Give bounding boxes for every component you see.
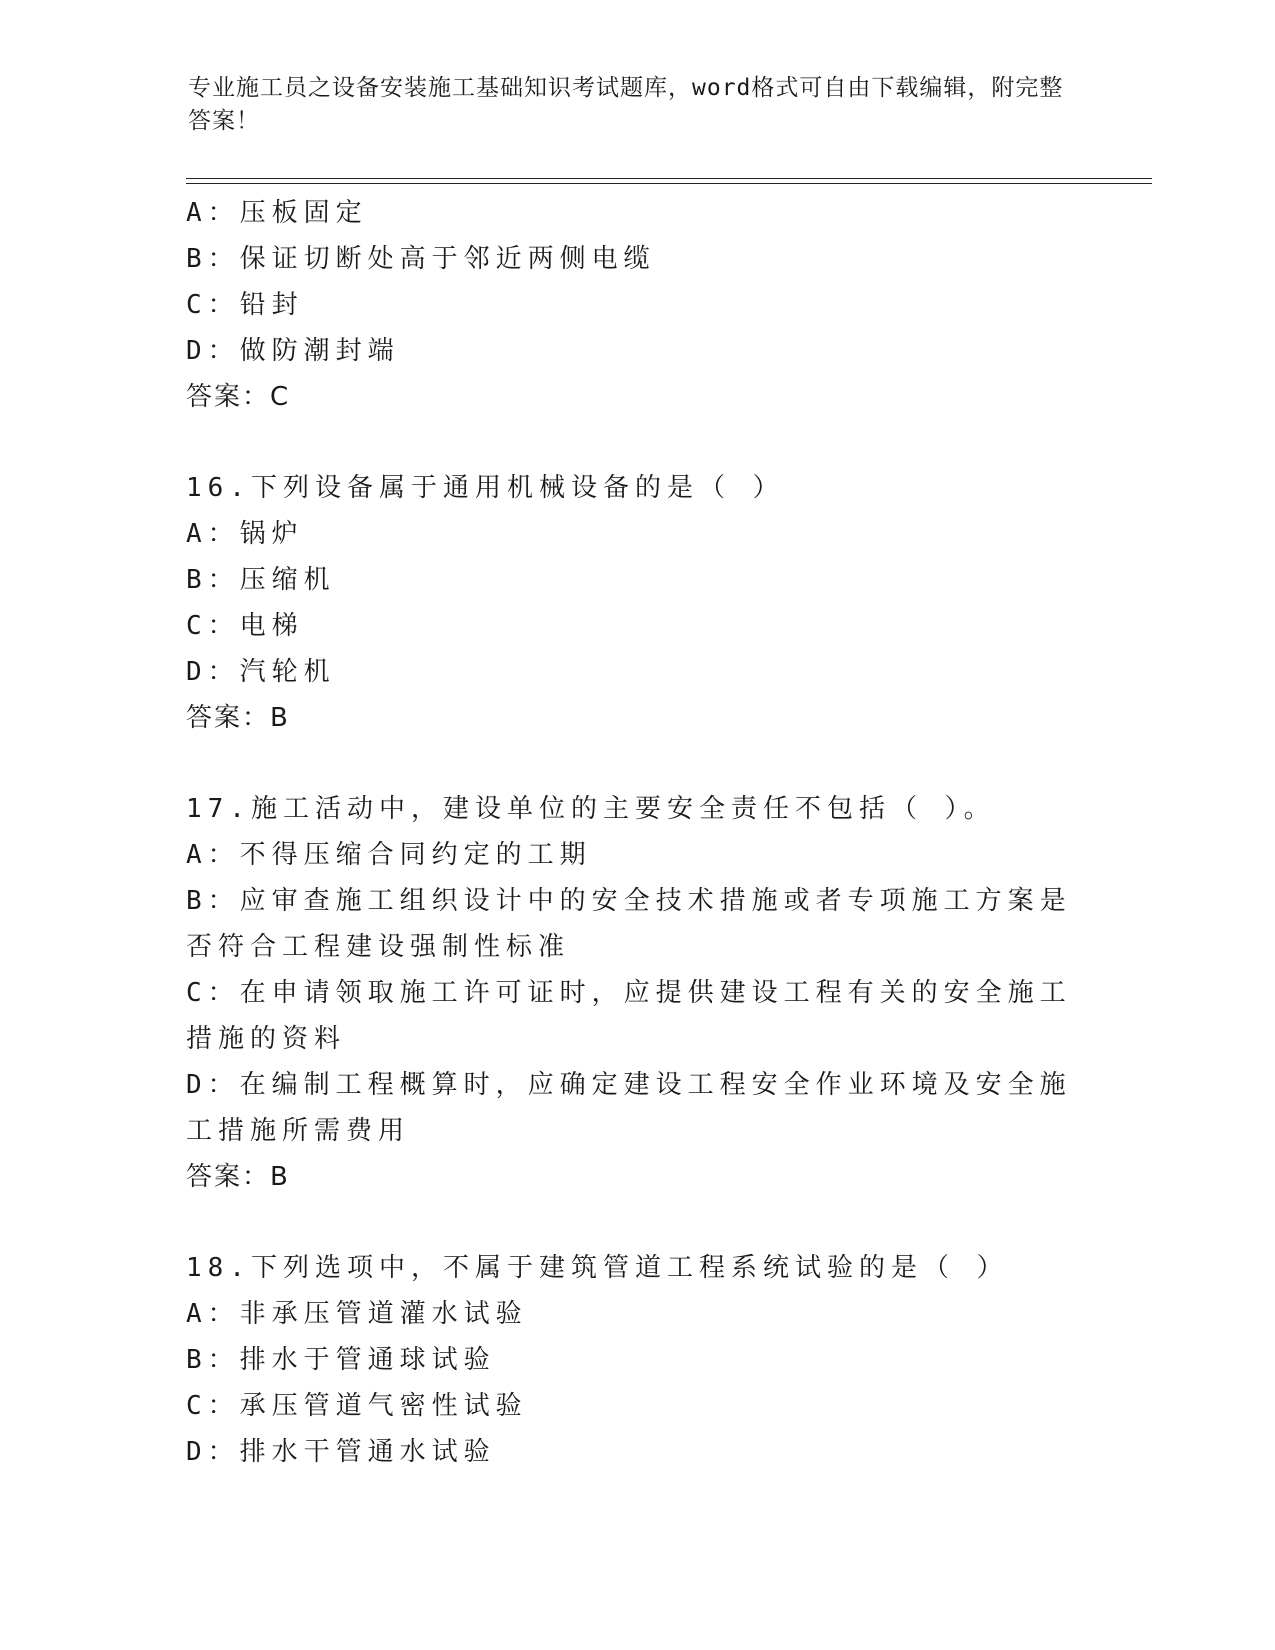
question-list: [186, 190, 1086, 1475]
option-d: D：做防潮封端: [186, 336, 400, 366]
question-block: [186, 1245, 1086, 1475]
question-block: [186, 786, 1086, 1200]
question-block: [186, 190, 1086, 420]
option-a: A：非承压管道灌水试验: [186, 1299, 528, 1329]
answer: 答案：B: [186, 703, 290, 733]
document-header: 专业施工员之设备安装施工基础知识考试题库，word格式可自由下载编辑，附完整答案！: [188, 75, 1064, 134]
option-d: D：排水干管通水试验: [186, 1437, 496, 1467]
option-c: C：承压管道气密性试验: [186, 1391, 528, 1421]
option-a: A：锅炉: [186, 519, 304, 549]
question-text: 16.下列设备属于通用机械设备的是（ ）: [186, 473, 785, 503]
option-b: B：排水于管通球试验: [186, 1345, 496, 1375]
option-c: C：在申请领取施工许可证时，应提供建设工程有关的安全施工措施的资料: [186, 978, 1072, 1054]
question-block: [186, 465, 1086, 741]
answer: 答案：C: [186, 382, 291, 412]
header-rule-bottom: [186, 183, 1152, 184]
question-text: 18.下列选项中，不属于建筑管道工程系统试验的是（ ）: [186, 1253, 1009, 1283]
header-rule-top: [186, 178, 1152, 179]
option-a: A：压板固定: [186, 198, 368, 228]
option-d: D：在编制工程概算时，应确定建设工程安全作业环境及安全施工措施所需费用: [186, 1070, 1072, 1146]
option-b: B：应审查施工组织设计中的安全技术措施或者专项施工方案是否符合工程建设强制性标准: [186, 886, 1072, 962]
option-d: D：汽轮机: [186, 657, 336, 687]
answer: 答案：B: [186, 1162, 290, 1192]
option-c: C：电梯: [186, 611, 304, 641]
option-a: A：不得压缩合同约定的工期: [186, 840, 592, 870]
option-c: C：铅封: [186, 290, 304, 320]
option-b: B：压缩机: [186, 565, 336, 595]
question-text: 17.施工活动中，建设单位的主要安全责任不包括（ ）。: [186, 794, 996, 824]
option-b: B：保证切断处高于邻近两侧电缆: [186, 244, 656, 274]
